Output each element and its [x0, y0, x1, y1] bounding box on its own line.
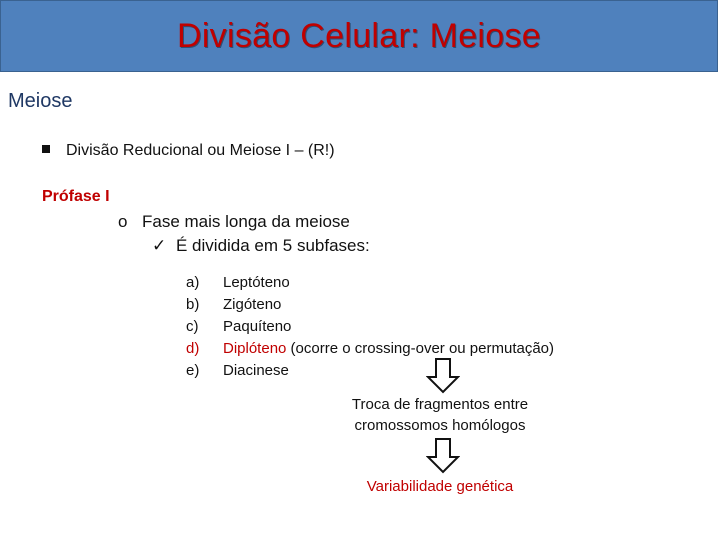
main-bullet	[42, 142, 335, 160]
stage-name: Diplóteno	[223, 340, 287, 357]
stage-row	[186, 272, 554, 294]
stage-list	[186, 272, 554, 382]
exchange-line-1: Troca de fragmentos entre	[351, 396, 529, 413]
stage-name: Zigóteno	[223, 296, 282, 313]
stage-name: Leptóteno	[223, 274, 290, 291]
variability-text: Variabilidade genética	[366, 478, 514, 495]
stage-letter: b)	[186, 296, 200, 313]
circle-bullet-icon: o	[118, 212, 128, 231]
exchange-line-2: cromossomos homólogos	[354, 417, 526, 434]
stage-row	[186, 360, 554, 382]
square-bullet-icon	[42, 145, 50, 153]
stage-note: (ocorre o crossing-over ou permutação)	[286, 340, 555, 357]
sub-point-1-text: Fase mais longa da meiose	[142, 212, 350, 231]
sub-point-2	[152, 236, 370, 256]
section-heading: Meiose	[8, 90, 73, 112]
main-bullet-text: Divisão Reducional ou Meiose I – (R!)	[66, 142, 335, 159]
title-bar	[0, 0, 718, 72]
stage-letter: d)	[186, 340, 200, 357]
stage-letter: a)	[186, 274, 200, 291]
down-arrow-icon	[426, 358, 460, 394]
exchange-text	[320, 394, 560, 436]
stage-name: Diacinese	[223, 362, 289, 379]
sub-point-1	[118, 212, 350, 232]
slide-title: Divisão Celular: Meiose	[176, 16, 542, 55]
stage-row	[186, 316, 554, 338]
checkmark-icon: ✓	[152, 236, 167, 255]
stage-row	[186, 338, 554, 360]
stage-letter: c)	[186, 318, 199, 335]
stage-letter: e)	[186, 362, 200, 379]
stage-name: Paquíteno	[223, 318, 292, 335]
sub-point-2-text: É dividida em 5 subfases:	[176, 236, 370, 255]
prophase-heading: Prófase I	[42, 188, 110, 205]
stage-row	[186, 294, 554, 316]
down-arrow-icon	[426, 438, 460, 474]
